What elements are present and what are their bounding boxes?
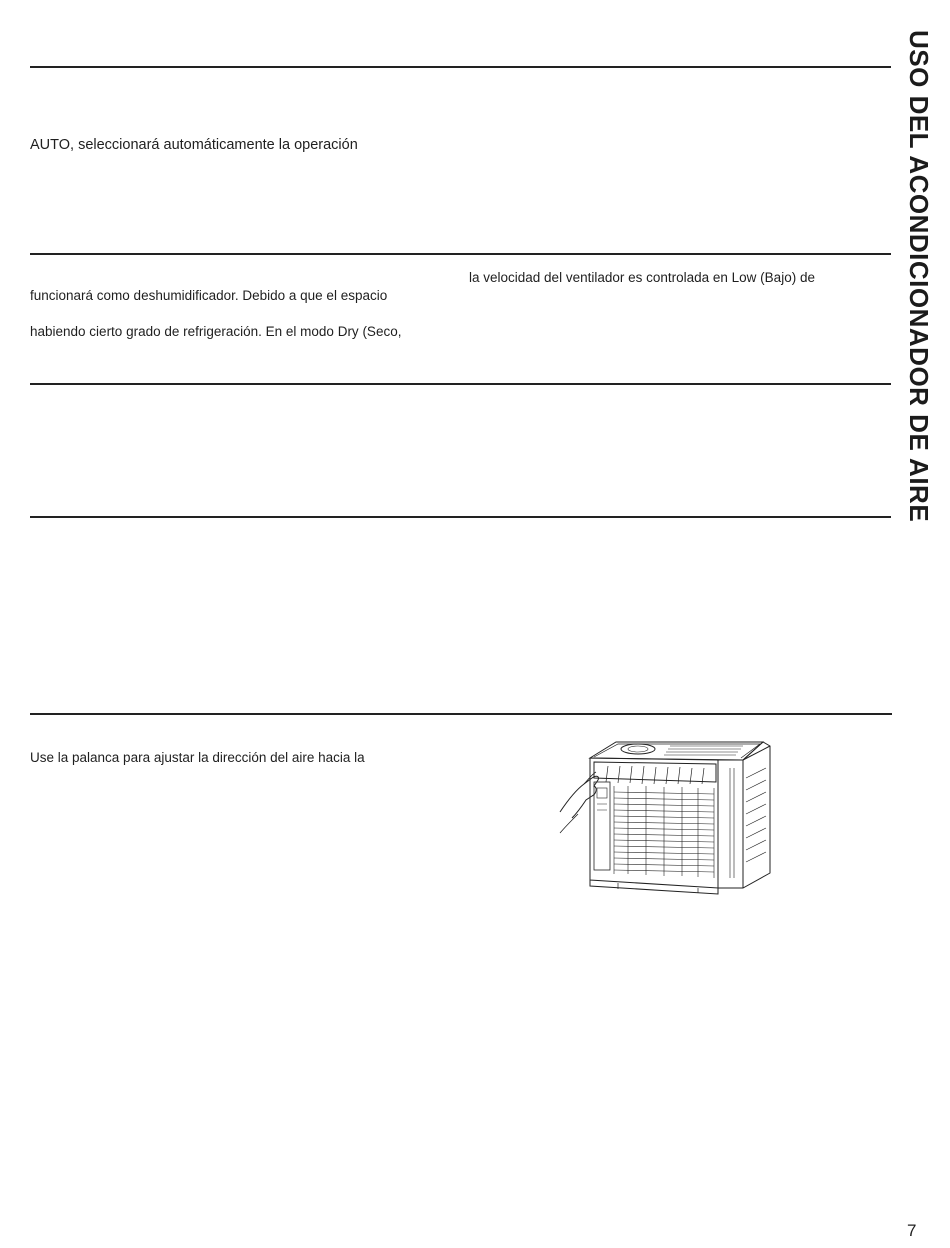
side-title <box>889 30 949 640</box>
dry-mode-text-left-1: funcionará como deshumidificador. Debido a que el espacio <box>30 288 388 303</box>
dry-mode-text-right: la velocidad del ventilador es controlada en Low (Bajo) de <box>469 270 815 285</box>
section-divider-5 <box>30 713 892 715</box>
auto-mode-text: AUTO, seleccionará automáticamente la operación <box>30 137 358 153</box>
airflow-text: Use la palanca para ajustar la dirección del aire hacia la <box>30 750 365 765</box>
dry-mode-text-left-2: habiendo cierto grado de refrigeración. En el modo Dry (Seco, <box>30 324 402 339</box>
air-conditioner-illustration-icon <box>558 738 780 898</box>
section-divider-4 <box>30 516 891 518</box>
section-divider-3 <box>30 383 891 385</box>
page-number: 7 <box>907 1221 917 1240</box>
section-divider-1 <box>30 66 891 68</box>
side-title-text: USO DEL ACONDICIONADOR DE AIRE <box>904 30 934 523</box>
section-divider-2 <box>30 253 891 255</box>
